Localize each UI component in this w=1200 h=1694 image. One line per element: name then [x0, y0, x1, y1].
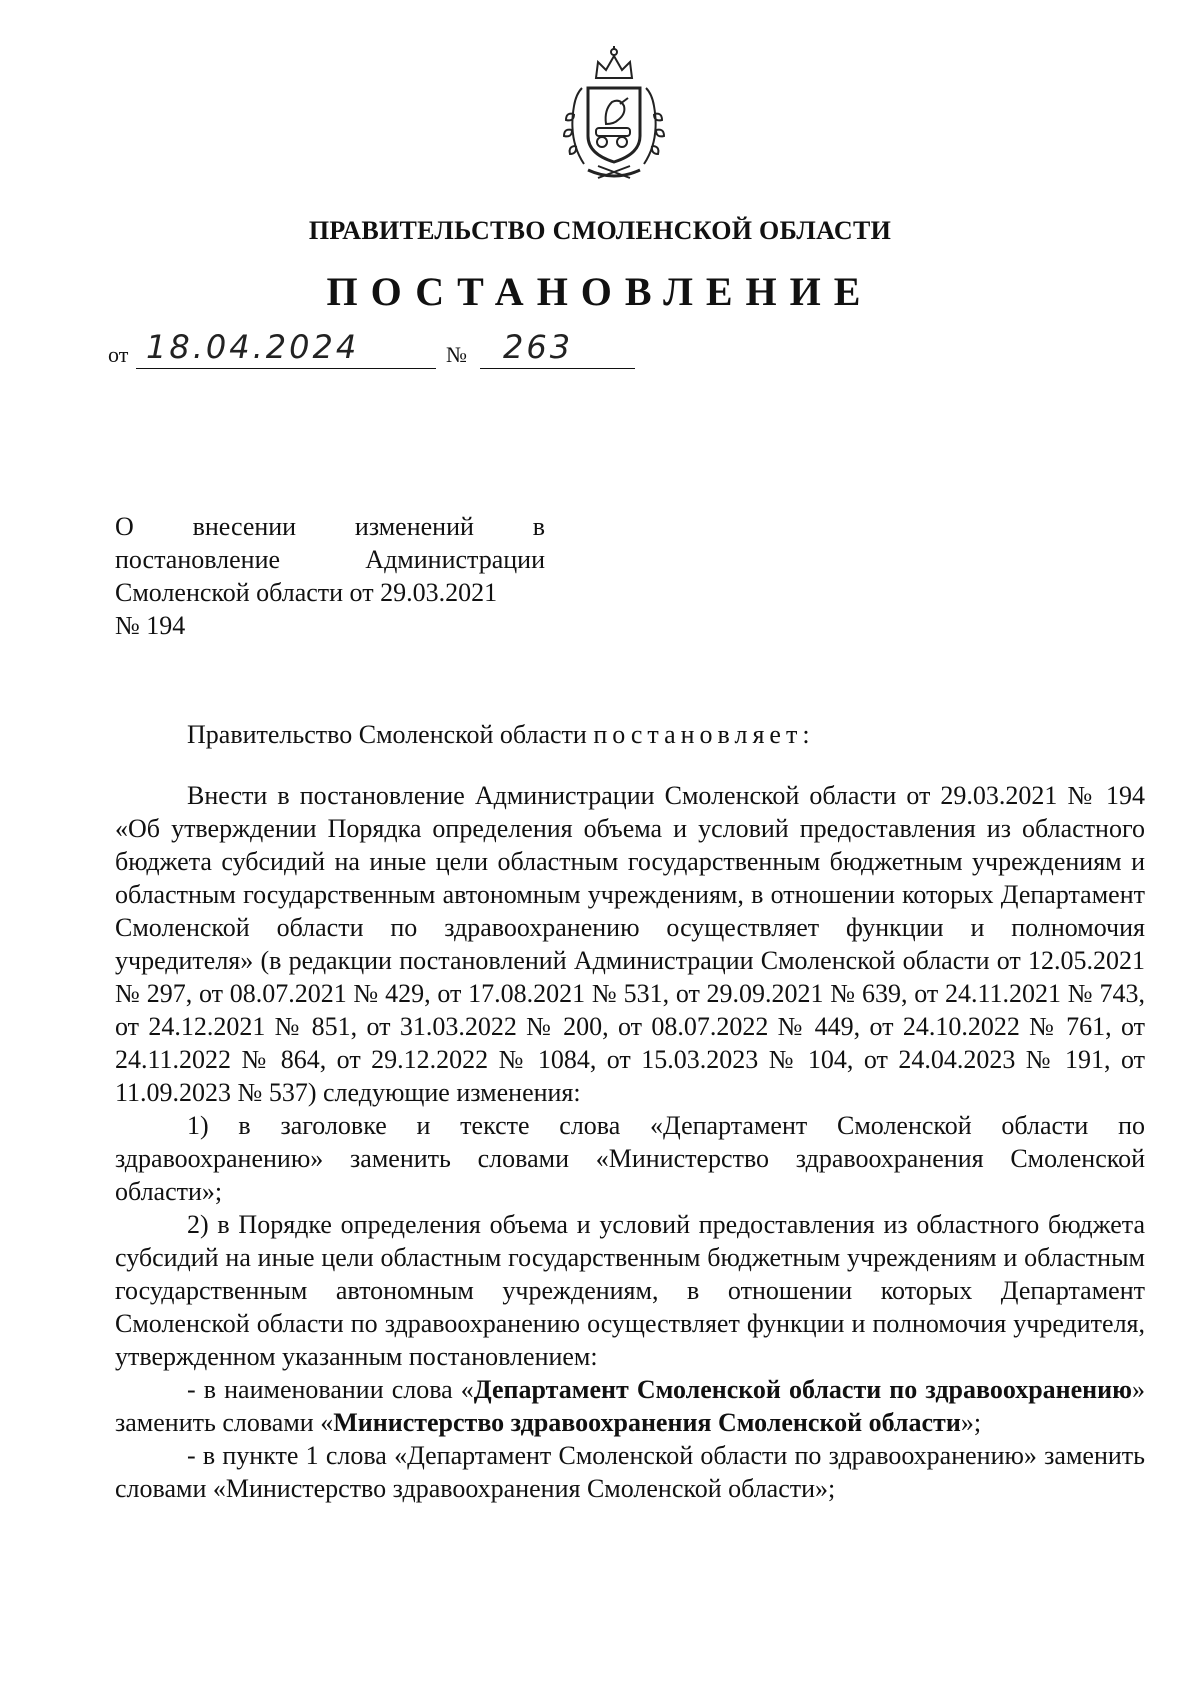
amendment-item-1: 1) в заголовке и тексте слова «Департамент Смоленской области по здравоохранению» заменить словами «Министерство здравоохранения Смоленской области»;	[115, 1111, 1145, 1206]
document-date-number	[108, 328, 668, 372]
resolve-prefix: Правительство Смоленской области	[187, 720, 594, 749]
number-underline	[480, 368, 635, 369]
number-handwritten: 263	[503, 328, 574, 366]
amendment-item-2: 2) в Порядке определения объема и условий предоставления из областного бюджета субсидий на иные цели областным государственным бюджетным учреждениям и областным государственным автономным учреждениям, в отношении которых Департамент Смоленской области по здравоохранению осуществляет функции и полномочия учредителя, утвержденном указанным постановлением:	[115, 1210, 1145, 1371]
resolve-paragraph	[115, 718, 1145, 751]
amendment-subitem-2: - в пункте 1 слова «Департамент Смоленской области по здравоохранению» заменить словами «Министерство здравоохранения Смоленской области»;	[115, 1441, 1145, 1503]
subject-line: постановление Администрации	[115, 545, 545, 574]
document-subject	[115, 510, 545, 642]
amendment-subitem-1: - в наименовании слова «Департамент Смоленской области по здравоохранению» заменить словами «Министерство здравоохранения Смоленской области»;	[115, 1375, 1145, 1437]
document-type-title: ПОСТАНОВЛЕНИЕ	[326, 269, 874, 314]
new-name-bold: Министерство здравоохранения Смоленской области	[333, 1408, 961, 1437]
date-handwritten: 18.04.2024	[146, 328, 360, 366]
coat-of-arms-emblem	[558, 44, 670, 186]
organization-title: ПРАВИТЕЛЬСТВО СМОЛЕНСКОЙ ОБЛАСТИ	[308, 216, 892, 245]
subject-line: О внесении изменений в	[115, 512, 545, 541]
main-paragraph: Внести в постановление Администрации Смоленской области от 29.03.2021 № 194 «Об утверждении Порядка определения объема и условий предоставления из областного бюджета субсидий на иные цели областным государственным бюджетным учреждениям и областным государственным автономным учреждениям, в отношении которых Департамент Смоленской области по здравоохранению осуществляет функции и полномочия учредителя» (в редакции постановлений Администрации Смоленской области от 12.05.2021 № 297, от 08.07.2021 № 429, от 17.08.2021 № 531, от 29.09.2021 № 639, от 24.11.2021 № 743, от 24.12.2021 № 851, от 31.03.2022 № 200, от 08.07.2022 № 449, от 24.10.2022 № 761, от 24.11.2022 № 864, от 29.12.2022 № 1084, от 15.03.2023 № 104, от 24.04.2023 № 191, от 11.09.2023 № 537) следующие изменения:	[115, 781, 1145, 1107]
date-label: от	[108, 342, 129, 367]
document-body	[115, 718, 1145, 1505]
old-name-bold: Департамент Смоленской области по здравоохранению	[473, 1375, 1132, 1404]
subject-line: Смоленской области от 29.03.2021	[115, 578, 498, 607]
resolve-word: постановляет:	[593, 720, 815, 749]
date-underline	[136, 368, 436, 369]
number-label: №	[446, 342, 467, 367]
subject-line: № 194	[115, 611, 186, 640]
